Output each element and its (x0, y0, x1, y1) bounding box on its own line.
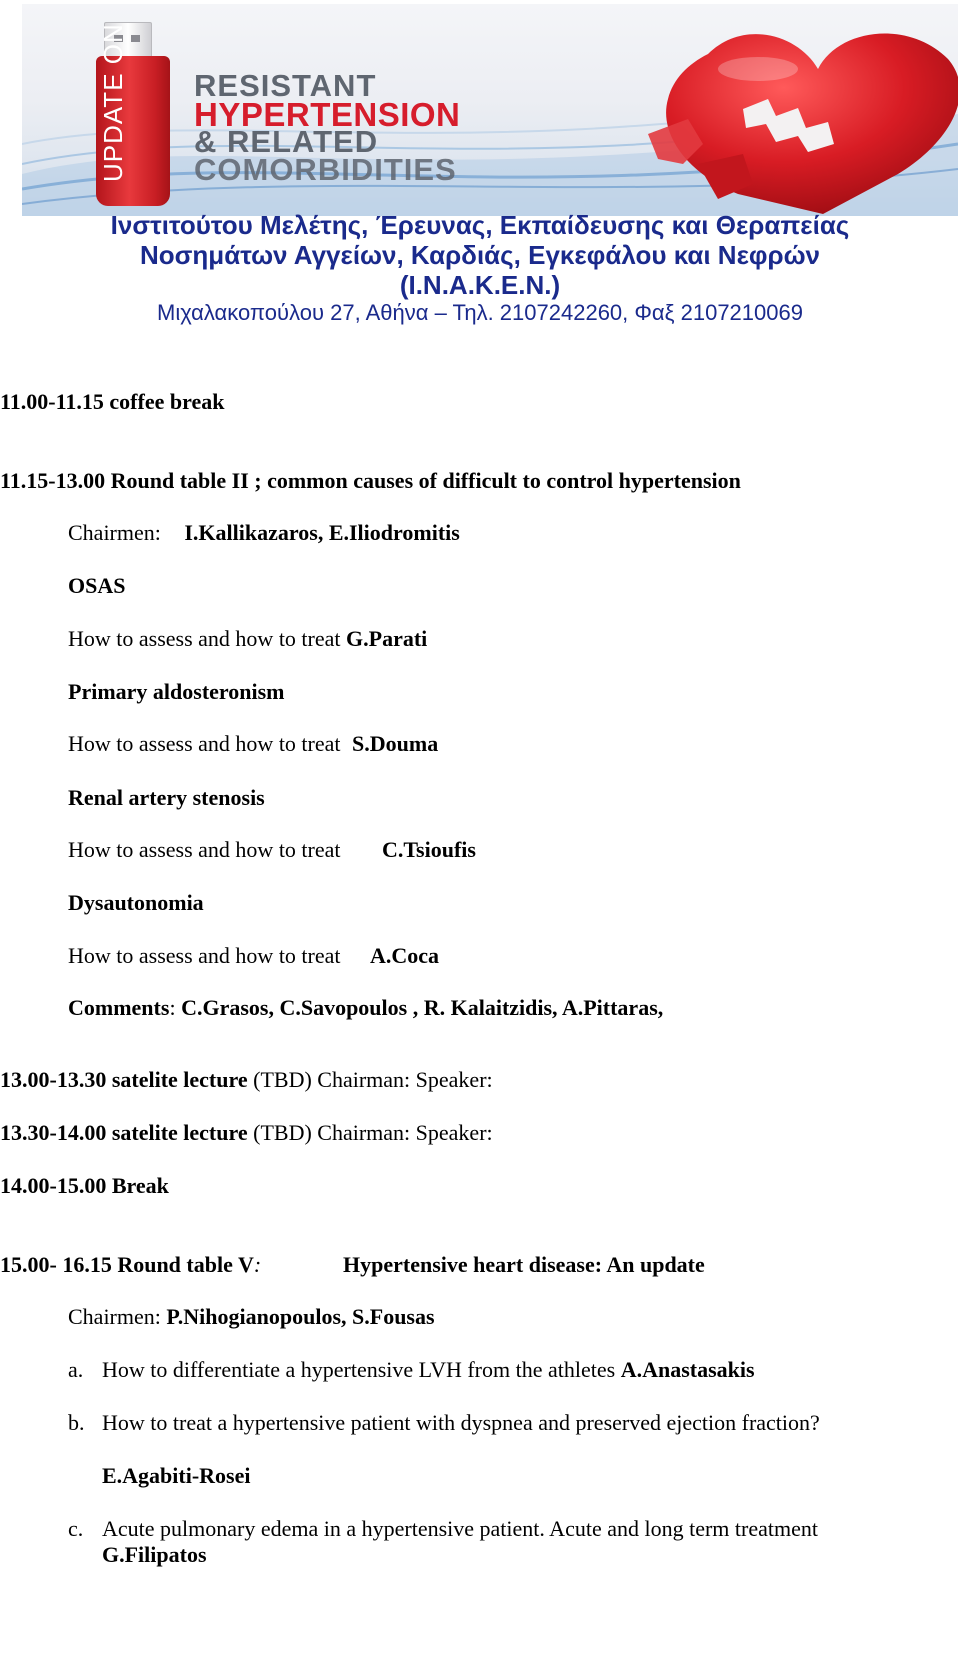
speaker-name: S.Douma (352, 731, 439, 756)
topic-dysautonomia: Dysautonomia (68, 890, 204, 915)
comments-names: C.Grasos, C.Savopoulos , R. Kalaitzidis, A.Pittaras, (181, 995, 664, 1020)
list-item-c-marker: c. (68, 1516, 84, 1541)
comments-label: Comments (68, 995, 170, 1020)
satellite-lecture-time: 13.00-13.30 satelite lecture (0, 1067, 248, 1092)
speaker-name: C.Tsioufis (382, 837, 476, 862)
lunch-break: 14.00-15.00 Break (0, 1173, 169, 1198)
list-item-c: Acute pulmonary edema in a hypertensive patient. Acute and long term treatment (102, 1516, 818, 1541)
comments-line: Comments: C.Grasos, C.Savopoulos , R. Kalaitzidis, A.Pittaras, (68, 995, 664, 1020)
satellite-lecture-details: (TBD) Chairman: Speaker: (253, 1067, 493, 1092)
speaker-name: A.Anastasakis (620, 1357, 755, 1382)
round-table-2-title: 11.15-13.00 Round table II ; common causes of difficult to control hypertension (0, 468, 741, 493)
list-item-b: How to treat a hypertensive patient with dyspnea and preserved ejection fraction? (102, 1410, 820, 1435)
round-table-5-chairmen (68, 1306, 435, 1328)
topic-primary-aldosteronism: Primary aldosteronism (68, 679, 285, 704)
list-item-a (102, 1359, 755, 1381)
banner-title-line2: HYPERTENSION (194, 96, 461, 133)
topic-primary-aldosteronism-talk (68, 733, 438, 755)
round-table-2-chairmen (68, 522, 460, 544)
list-item-c-speaker: G.Filipatos (102, 1542, 207, 1567)
satellite-lecture-2 (0, 1122, 493, 1144)
satellite-lecture-time: 13.30-14.00 satelite lecture (0, 1120, 248, 1145)
round-table-5-label: 15.00- 16.15 Round table V (0, 1252, 254, 1277)
header-banner (22, 4, 958, 216)
list-item-a-marker: a. (68, 1357, 84, 1382)
topic-dysautonomia-talk (68, 945, 439, 967)
puzzle-heart-icon (648, 24, 958, 214)
talk-title: How to differentiate a hypertensive LVH from the athletes (102, 1357, 616, 1382)
chairmen-label: Chairmen: (68, 1304, 161, 1329)
speaker-name: A.Coca (370, 943, 440, 968)
usb-label (98, 112, 124, 182)
chairmen-names: P.Nihogianopoulos, S.Fousas (166, 1304, 435, 1329)
institute-name-line1: Ινστιτούτου Μελέτης, Έρευνας, Εκπαίδευσης και Θεραπείας (110, 210, 850, 240)
institute-name-line2: Νοσημάτων Αγγείων, Καρδιάς, Εγκεφάλου και Νεφρών (139, 240, 821, 270)
list-item-b-speaker: E.Agabiti-Rosei (102, 1463, 251, 1488)
satellite-lecture-details: (TBD) Chairman: Speaker: (253, 1120, 493, 1145)
banner-title-line3: & RELATED (194, 124, 379, 159)
round-table-5-heading: 15.00- 16.15 Round table V: (0, 1252, 262, 1277)
talk-title: How to assess and how to treat (68, 837, 341, 862)
talk-title: How to assess and how to treat (68, 626, 341, 651)
round-table-5-title: Hypertensive heart disease: An update (343, 1252, 705, 1277)
institute-address: Μιχαλακοπούλου 27, Αθήνα – Τηλ. 2107242260, Φαξ 2107210069 (157, 300, 803, 325)
coffee-break: 11.00-11.15 coffee break (0, 389, 225, 414)
chairmen-label: Chairmen: (68, 520, 161, 545)
topic-renal-artery-stenosis: Renal artery stenosis (68, 785, 265, 810)
speaker-name: G.Parati (346, 626, 428, 651)
topic-renal-artery-stenosis-talk (68, 839, 476, 861)
institute-abbreviation: (I.N.A.K.E.N.) (399, 270, 561, 300)
list-item-b-marker: b. (68, 1410, 85, 1435)
satellite-lecture-1 (0, 1069, 493, 1091)
banner-title-line4: COMORBIDITIES (194, 152, 457, 187)
topic-osas: OSAS (68, 573, 126, 598)
talk-title: How to assess and how to treat (68, 943, 341, 968)
banner-title-line1: RESISTANT (194, 68, 377, 103)
topic-osas-talk (68, 628, 427, 650)
chairmen-names: I.Kallikazaros, E.Iliodromitis (184, 520, 460, 545)
talk-title: How to assess and how to treat (68, 731, 341, 756)
